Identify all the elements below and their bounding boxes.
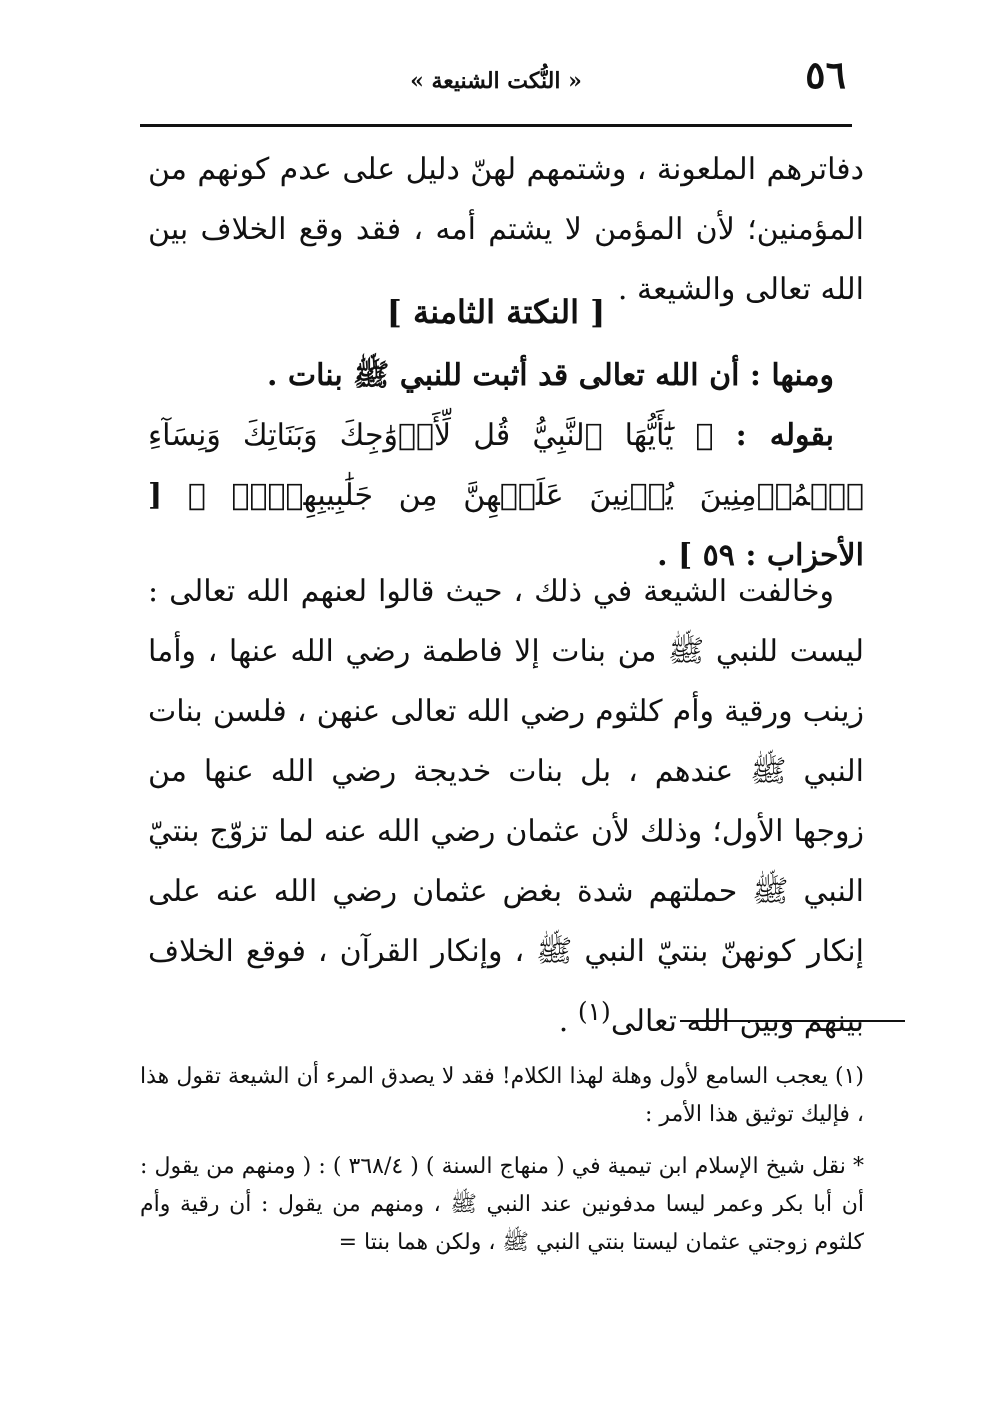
header-divider bbox=[140, 124, 852, 127]
footnote-spacer bbox=[140, 1134, 864, 1148]
opening-text: دفاترهم الملعونة ، وشتمهم لهنّ دليل على عدم كونهم من المؤمنين؛ لأن المؤمن لا يشتم أمه ، فقد وقع الخلاف بين الله تعالى والشيعة . bbox=[148, 152, 864, 307]
quran-verse: ﴿ يَٰٓأَيُّهَا ٱلنَّبِيُّ قُل لِّأَزۡوَٰجِكَ وَبَنَاتِكَ وَنِسَآءِ ٱلۡمُؤۡمِنِينَ يُدۡنِينَ عَلَيۡهِنَّ مِن جَلَٰبِيبِهِنَّۚ ﴾ bbox=[148, 418, 864, 513]
page-number: ٥٦ bbox=[805, 52, 846, 97]
footnotes bbox=[140, 1058, 864, 1262]
footnote-1: (١) يعجب السامع لأول وهلة لهذا الكلام! فقد لا يصدق المرء أن الشيعة تقول هذا ، فإليك توثيق هذا الأمر : bbox=[140, 1064, 864, 1127]
footnote-marker: (١) bbox=[577, 997, 611, 1026]
footnote-divider bbox=[680, 1020, 905, 1022]
footnote-2: * نقل شيخ الإسلام ابن تيمية في ( منهاج السنة ) ( ٣٦٨/٤ ) : ( ومنهم من يقول : أن أبا بكر وعمر ليسا مدفونين عند النبي ﷺ ، ومنهم من يقول : أن رقية وأم كلثوم زوجتي عثمان ليستا بنتي النبي ﷺ ، ولكن هما بنتا = bbox=[140, 1154, 864, 1255]
quran-quote-paragraph bbox=[148, 406, 864, 586]
main-text: وخالفت الشيعة في ذلك ، حيث قالوا لعنهم الله تعالى : ليست للنبي ﷺ من بنات إلا فاطمة رضي الله عنها ، وأما زينب ورقية وأم كلثوم رضي الله تعالى عنهن ، فلسن بنات النبي ﷺ عندهم ، بل بنات خديجة رضي الله عنها من زوجها الأول؛ وذلك لأن عثمان رضي الله عنه لما تزوّج بنتيّ النبي ﷺ حملتهم شدة بغض عثمان رضي الله عنه على إنكار كونهنّ بنتيّ النبي ﷺ ، وإنكار القرآن ، فوقع الخلاف بينهم وبين الله تعالى bbox=[148, 574, 864, 1039]
quote-label: بقوله : bbox=[735, 418, 834, 453]
main-text-end: . bbox=[558, 1004, 578, 1039]
main-text-block bbox=[148, 562, 864, 1052]
intro-block bbox=[148, 346, 864, 586]
page-header bbox=[140, 52, 852, 100]
running-title: « النُّكت الشنيعة » bbox=[410, 68, 582, 94]
section-heading: [ النكتة الثامنة ] bbox=[386, 293, 606, 331]
verse-reference: [ الأحزاب : ٥٩ ] . bbox=[148, 478, 864, 573]
lead-statement: ومنها : أن الله تعالى قد أثبت للنبي ﷺ بنات . bbox=[267, 358, 834, 393]
main-paragraph bbox=[148, 562, 864, 1052]
